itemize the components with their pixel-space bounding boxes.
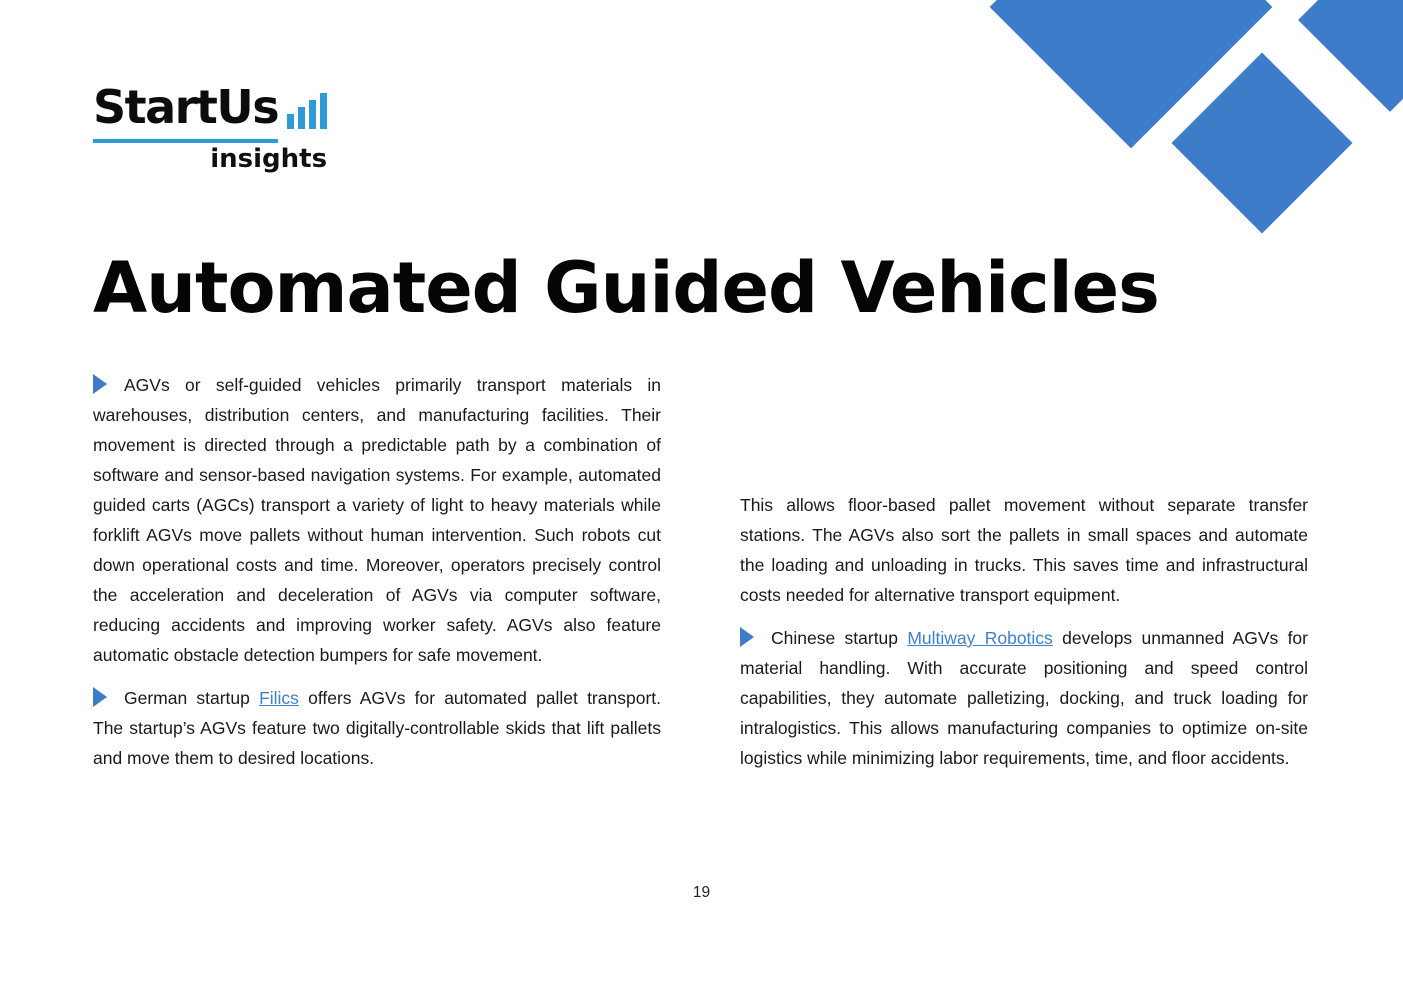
paragraph-text: Chinese startup — [771, 628, 908, 648]
signal-bars-icon — [287, 93, 327, 129]
multiway-robotics-link[interactable]: Multiway Robotics — [907, 628, 1053, 648]
paragraph-agv-intro — [93, 370, 661, 670]
left-column — [93, 370, 661, 773]
arrow-bullet-icon — [93, 374, 107, 394]
arrow-bullet-icon — [740, 627, 754, 647]
startus-insights-logo — [93, 80, 328, 174]
arrow-bullet-icon — [93, 687, 107, 707]
body-columns — [93, 370, 1309, 773]
logo-sub-text: insights — [210, 144, 328, 174]
paragraph-text: German startup — [124, 688, 260, 708]
filics-link[interactable]: Filics — [259, 688, 299, 708]
paragraph-text: AGVs or self-guided vehicles primarily transport materials in warehouses, distribution centers, and manufacturing facilities. Their movement is directed through a predictable path by a combination of software and sensor-based navigation systems. For example, automated guided carts (AGCs) transport a variety of light to heavy materials while forklift AGVs move pallets without human intervention. Such robots cut down operational costs and time. Moreover, operators precisely control the acceleration and deceleration of AGVs via computer software, reducing accidents and improving worker safety. AGVs also feature automatic obstacle detection bumpers for safe movement. — [93, 375, 661, 665]
page-title: Automated Guided Vehicles — [93, 247, 1159, 329]
page-number: 19 — [692, 884, 711, 901]
paragraph-filics-continued: This allows floor-based pallet movement without separate transfer stations. The AGVs also sort the pallets in small spaces and automate the loading and unloading in trucks. This saves time and infrastructural costs needed for alternative transport equipment. — [740, 495, 1308, 605]
paragraph-text: develops unmanned AGVs for material handling. With accurate positioning and speed control capabilities, they automate palletizing, docking, and truck loading for intralogistics. This allows manufacturing companies to optimize on-site logistics while minimizing labor requirements, time, and floor accidents. — [740, 628, 1308, 768]
right-column — [740, 490, 1308, 773]
decorative-diamond-corner — [1298, 0, 1403, 112]
paragraph-text: offers AGVs for automated pallet transport. The startup’s AGVs feature two digitally-controllable skids that lift pallets and move them to desired locations. — [93, 688, 661, 768]
logo-brand-text: StartUs — [93, 84, 278, 143]
paragraph-multiway — [740, 623, 1308, 773]
paragraph-filics — [93, 683, 661, 773]
